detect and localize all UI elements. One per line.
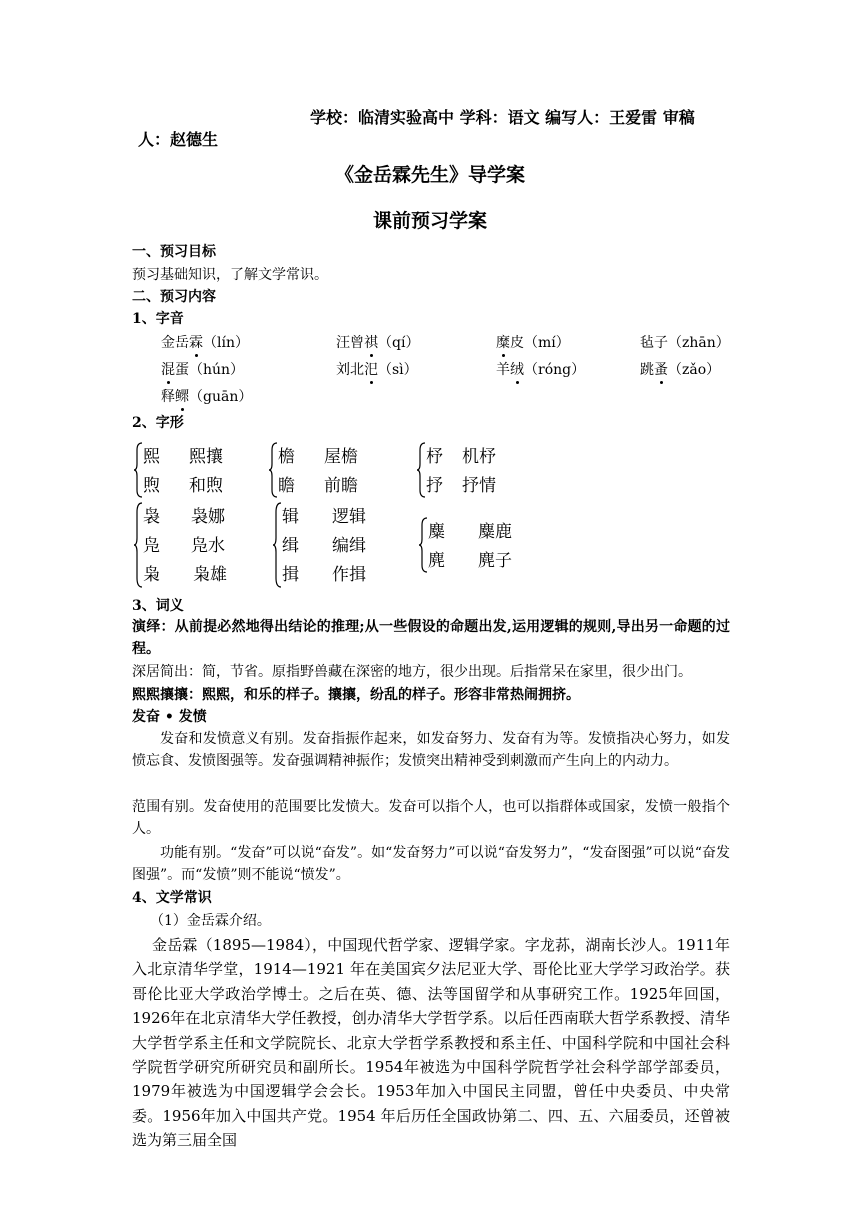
subsection-literature: 4、文学常识: [132, 890, 212, 906]
glyph-group: 杼 机杼 抒 抒情: [416, 442, 526, 498]
glyph-group: 袅 袅娜 凫 凫水 枭 枭雄: [133, 502, 253, 588]
literature-item-1: （1）金岳霖介绍。: [150, 913, 271, 929]
brace-icon: [416, 442, 426, 498]
page-title: 《金岳霖先生》导学案: [334, 164, 525, 186]
subsection-pronunciation: 1、字音: [132, 311, 184, 327]
vocab-fafen-p1: 发奋和发愤意义有别。发奋指振作起来，如发奋努力、发奋有为等。发愤指决心努力，如发愤忘食、发愤图强等。发奋强调精神振作；发愤突出精神受到刺激而产生向上的内动力。: [132, 731, 730, 769]
page-subtitle: 课前预习学案: [372, 210, 487, 232]
pron-item: 混蛋（hún）: [161, 359, 244, 379]
vocab-shenju: 深居简出：简，节省。原指野兽藏在深密的地方，很少出现。后指常呆在家里，很少出门。: [132, 664, 692, 680]
vocab-xixi: 熙熙攘攘：熙熙，和乐的样子。攘攘，纷乱的样子。形容非常热闹拥挤。: [132, 687, 580, 703]
pron-item: 毡子（zhān）: [640, 335, 730, 351]
vocab-fafen-p2: 范围有别。发奋使用的范围要比发愤大。发奋可以指个人，也可以指群体或国家，发愤一般指个人。: [132, 799, 730, 837]
subsection-glyphs: 2、字形: [132, 415, 184, 431]
brace-icon: [272, 502, 282, 588]
pron-item: 刘北汜（sì）: [336, 359, 418, 379]
section-heading-goals: 一、预习目标: [132, 244, 216, 260]
glyph-group: 辑 逻辑 缉 编缉 揖 作揖: [272, 502, 392, 588]
brace-icon: [133, 502, 143, 588]
brace-icon: [418, 517, 428, 573]
glyph-group: 熙 熙攘 煦 和煦: [133, 442, 243, 498]
glyph-group: 麋 麋鹿 麂 麂子: [418, 517, 538, 573]
author-info-line2: 人：赵德生: [138, 130, 219, 149]
pron-item: 汪曾祺（qí）: [336, 332, 419, 352]
vocab-fafen-heading: 发奋 • 发愤: [132, 709, 207, 725]
author-info-line1: 学校：临清实验高中 学科：语文 编写人：王爱雷 审稿: [310, 108, 695, 127]
section-heading-content: 二、预习内容: [132, 289, 216, 305]
brace-icon: [268, 442, 278, 498]
subsection-vocab: 3、词义: [132, 598, 184, 614]
vocab-yanyi: 演绎：从前提必然地得出结论的推理;从一些假设的命题出发,运用逻辑的规则,导出另一命题的过程。: [132, 619, 731, 657]
pron-item: 羊绒（róng）: [496, 359, 585, 379]
literature-bio: 金岳霖（1895—1984），中国现代哲学家、逻辑学家。字龙荪，湖南长沙人。1911年入北京清华学堂，1914—1921 年在美国宾夕法尼亚大学、哥伦比亚大学学习政治学。获哥伦比亚大学政治学博士。之后在英、德、法等国留学和从事研究工作。1925年回国，1926年在北京清华大学任教授，创办清华大学哲学系。以后任西南联大哲学系教授、清华大学哲学系主任和文学院院长、北京大学哲学系教授和系主任、中国科学院和中国社会科学院哲学研究所研究员和副所长。1954年被选为中国科学院哲学社会科学部学部委员，1979年被选为中国逻辑学会会长。1953年加入中国民主同盟，曾任中央委员、中央常委。1956年加入中国共产党。1954 年后历任全国政协第二、四、五、六届委员，还曾被选为第三届全国: [132, 936, 730, 1150]
vocab-fafen-p3: 功能有别。“发奋”可以说“奋发”。如“发奋努力”可以说“奋发努力”，“发奋图强”可以说“奋发图强”。而“发愤”则不能说“愤发”。: [132, 845, 730, 883]
pron-item: 跳蚤（zǎo）: [640, 359, 720, 379]
glyph-group: 檐 屋檐 瞻 前瞻: [268, 442, 378, 498]
goals-text: 预习基础知识，了解文学常识。: [132, 267, 328, 283]
brace-icon: [133, 442, 143, 498]
pron-item: 金岳霖（lín）: [161, 332, 249, 352]
pron-item: 释鳏（guān）: [161, 386, 252, 406]
pron-item: 糜皮（mí）: [496, 332, 570, 352]
